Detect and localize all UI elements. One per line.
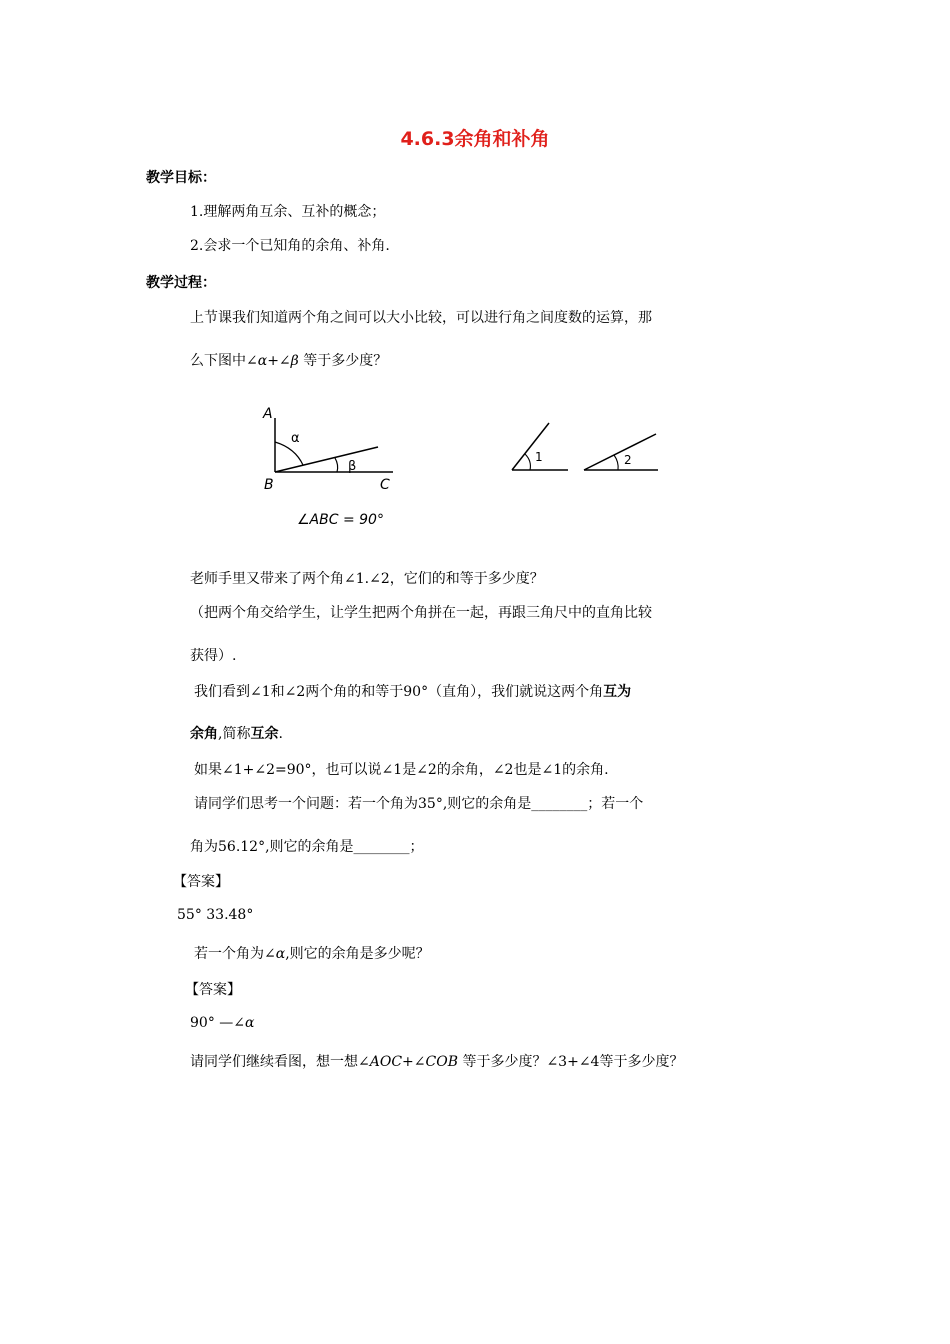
text-run: ,简称 <box>218 726 251 742</box>
process-heading: 教学过程： <box>146 275 216 291</box>
text-run: +∠ <box>267 353 291 369</box>
goal-item-2: 2.会求一个已知角的余角、补角. <box>190 238 390 254</box>
label-a: A <box>263 406 273 422</box>
label-alpha: α <box>291 431 300 446</box>
answer-label-1: 【答案】 <box>173 874 229 890</box>
bold-term: 互为 <box>603 684 632 700</box>
paragraph-4-line-2 <box>190 723 283 743</box>
text-run: 么下图中∠ <box>190 353 258 369</box>
bold-term: 余角 <box>190 726 218 742</box>
label-c: C <box>380 477 390 493</box>
angles-1-2-figure <box>500 415 670 480</box>
alpha-symbol: α <box>275 946 286 962</box>
angle-2-arc <box>614 455 618 470</box>
angle-cob: COB <box>425 1054 458 1070</box>
paragraph-6-line-1: 请同学们思考一个问题：若一个角为35°,则它的余角是________；若一个 <box>194 796 644 812</box>
paragraph-3-line-2: 获得）. <box>190 648 237 664</box>
label-1: 1 <box>535 450 543 464</box>
text-run: 若一个角为∠ <box>194 946 276 962</box>
page-title: 4.6.3余角和补角 <box>400 128 550 150</box>
label-2: 2 <box>624 453 632 467</box>
text-run: 90° —∠ <box>190 1015 245 1031</box>
alpha-symbol: α <box>245 1015 255 1031</box>
answer-2 <box>190 1015 254 1031</box>
angle-aoc: AOC <box>369 1054 403 1070</box>
text-run: . <box>278 726 283 742</box>
paragraph-6-line-2: 角为56.12°,则它的余角是________； <box>190 839 424 855</box>
paragraph-1-line-1: 上节课我们知道两个角之间可以大小比较，可以进行角之间度数的运算，那 <box>190 310 652 326</box>
goals-heading: 教学目标： <box>146 170 216 186</box>
label-b: B <box>264 477 274 493</box>
label-beta: β <box>348 459 357 474</box>
paragraph-3-line-1: （把两个角交给学生，让学生把两个角拼在一起，再跟三角尺中的直角比较 <box>190 605 652 621</box>
beta-symbol: β <box>290 353 299 369</box>
angle-abc-figure <box>255 398 405 530</box>
text-run: ,则它的余角是多少呢？ <box>285 946 430 962</box>
goal-item-1: 1.理解两角互余、互补的概念； <box>190 204 386 220</box>
paragraph-2: 老师手里又带来了两个角∠1.∠2，它们的和等于多少度？ <box>190 571 544 587</box>
paragraph-8 <box>190 1051 683 1071</box>
angle-2-ray <box>584 434 656 470</box>
figure-caption: ∠ABC = 90° <box>297 512 384 528</box>
text-run: 我们看到∠1和∠2两个角的和等于90°（直角），我们就说这两个角 <box>194 684 604 700</box>
alpha-symbol: α <box>257 353 268 369</box>
text-run: 等于多少度？∠3+∠4等于多少度？ <box>458 1054 684 1070</box>
text-run: +∠ <box>402 1054 426 1070</box>
bold-term: 互余 <box>250 726 279 742</box>
paragraph-4-line-1 <box>194 681 631 701</box>
answer-label-2: 【答案】 <box>185 982 241 998</box>
text-run: 等于多少度？ <box>298 353 388 369</box>
beta-arc <box>335 458 338 472</box>
paragraph-7 <box>194 943 430 963</box>
paragraph-5: 如果∠1+∠2=90°，也可以说∠1是∠2的余角，∠2也是∠1的余角. <box>194 762 609 778</box>
angle-1-arc <box>525 454 530 470</box>
paragraph-1-line-2 <box>190 350 387 370</box>
answer-1: 55° 33.48° <box>177 907 254 923</box>
text-run: 请同学们继续看图，想一想∠ <box>190 1054 370 1070</box>
middle-ray <box>275 447 378 472</box>
